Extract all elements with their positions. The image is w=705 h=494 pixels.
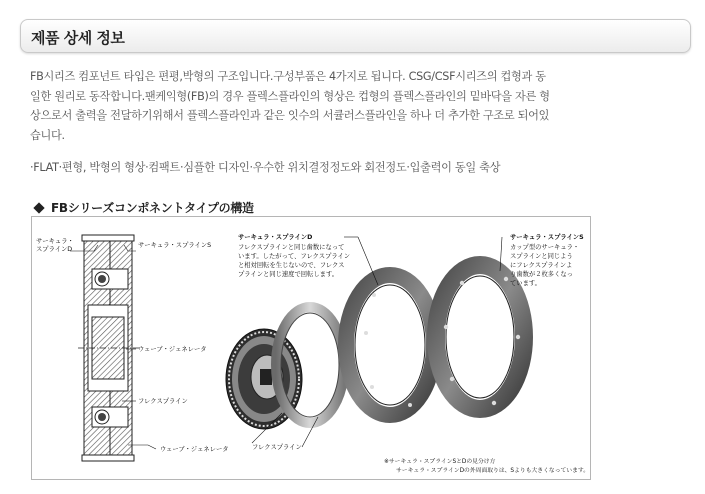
description-line: FB시리즈 컴포넌트 타입은 편평,박형의 구조입니다.구성부품은 4가지로 됩니다. CSG/CSF시리즈의 컵형과 동	[30, 70, 546, 83]
cross-section-drawing	[78, 235, 140, 461]
section-header	[20, 19, 691, 53]
structure-figure	[31, 216, 591, 480]
figure-title-text: FBシリーズコンポネントタイプの構造	[51, 201, 254, 215]
label-flexspline-left: フレクスプライン	[138, 398, 188, 405]
diamond-bullet-icon	[33, 202, 44, 213]
description-line: 상으로서 출력을 전달하기위해서 플렉스플라인과 같은 잇수의 서큘러스플라인을 하나 더 추가한 구조로 되어있	[30, 109, 550, 122]
callout-circular-spline-s: サーキュラ・スプラインS カップ型のサーキュラ・ スプラインと同じよう にフレクスプラインよ り歯数が２枚多くなっ ています。	[510, 234, 584, 287]
product-description	[30, 67, 590, 145]
note-line-1: ※サーキュラ・スプラインSとDの見分け方	[384, 459, 496, 465]
label-circular-spline-s-left: サーキュラ・スプラインS	[138, 242, 212, 249]
section-title: 제품 상세 정보	[31, 29, 125, 47]
structure-diagram	[32, 217, 590, 479]
feature-list: ·FLAT·편형, 박형의 형상·컴팩트·심플한 디자인·우수한 위치결정정도와 회전정도·입출력이 동일 축상	[30, 161, 501, 174]
label-wave-generator-left: ウェーブ・ジェネレータ	[138, 346, 207, 353]
label-wave-generator-bottom: ウェーブ・ジェネレータ	[160, 446, 229, 453]
note-line-2: サーキュラ・スプラインDの外周面取りは、Sよりも大きくなっています。	[396, 468, 590, 474]
label-flexspline-bottom: フレクスプライン	[252, 444, 302, 451]
callout-circular-spline-d: サーキュラ・スプラインD フレクスプラインと同じ歯数になって います。したがって、フレクスプライン と相対回転を生じないので、フレクス プラインと同じ速度で回転します。	[238, 234, 351, 278]
description-line: 습니다.	[30, 128, 65, 142]
figure-title	[35, 199, 254, 216]
description-line: 일한 원리로 동작합니다.팬케익형(FB)의 경우 플렉스플라인의 형상은 컵형의 플렉스플라인의 밑바닥을 자른 형	[30, 89, 550, 103]
label-circular-spline-d: サーキュラ・スプラインD	[36, 238, 74, 253]
circular-spline-d-part	[346, 275, 434, 415]
